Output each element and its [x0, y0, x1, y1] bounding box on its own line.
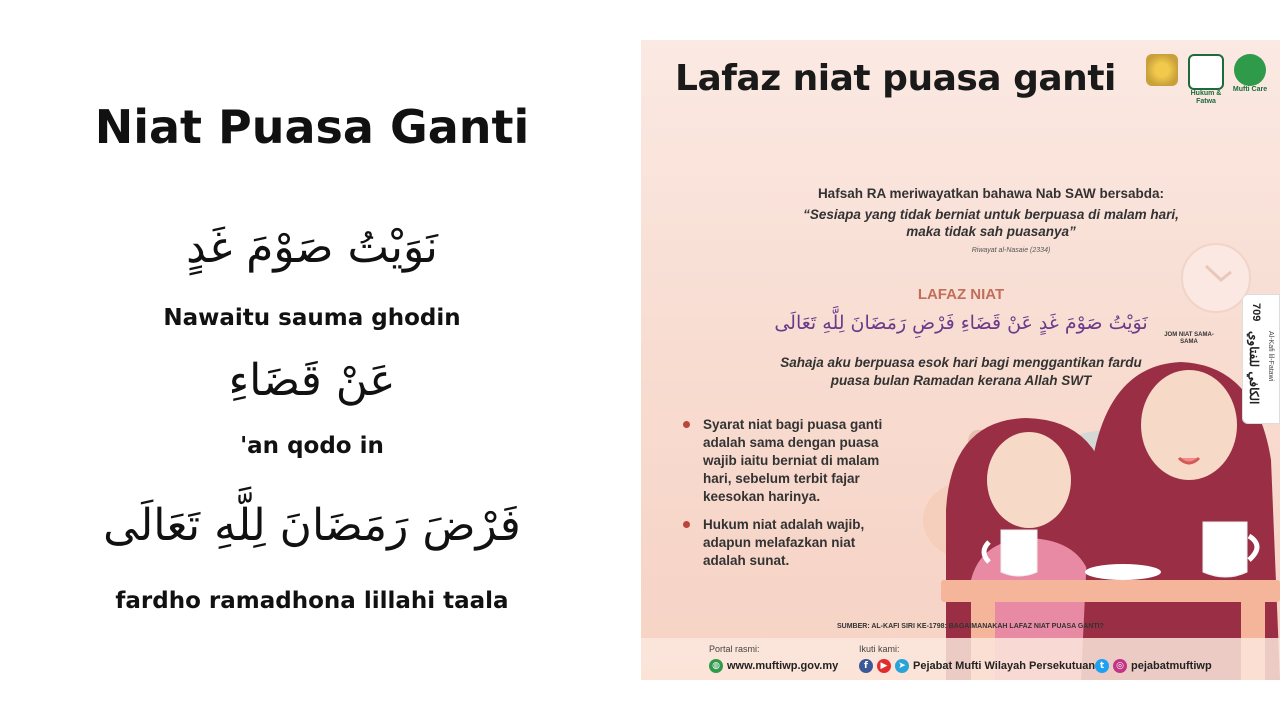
hadith-intro: Hafsah RA meriwayatkan bahawa Nab SAW bersabda:	[817, 186, 1165, 201]
source-note: SUMBER: AL-KAFI SIRI KE-1798: BAGAIMANAKAH LAFAZ NIAT PUASA GANTI?	[837, 623, 1104, 630]
side-tab-number: 709	[1250, 303, 1262, 322]
social-name: Pejabat Mufti Wilayah Persekutuan	[913, 660, 1096, 672]
social-handle: pejabatmuftiwp	[1131, 660, 1212, 672]
telegram-icon[interactable]: ➤	[895, 659, 909, 673]
bullet-dot	[683, 521, 690, 528]
cup-right	[1203, 522, 1247, 577]
woman-left-face	[987, 432, 1071, 528]
translit-line-1: Nawaitu sauma ghodin	[163, 305, 461, 331]
bullet-line: adapun melafazkan niat	[703, 535, 856, 550]
facebook-icon[interactable]: f	[859, 659, 873, 673]
plate	[1085, 564, 1161, 580]
youtube-icon[interactable]: ▶	[877, 659, 891, 673]
portal-link[interactable]	[709, 659, 838, 673]
globe-icon: ◍	[709, 659, 723, 673]
bullet-line: adalah sunat.	[703, 553, 790, 568]
bullet-line: hari, sebelum terbit fajar	[703, 471, 860, 486]
twitter-icon[interactable]: t	[1095, 659, 1109, 673]
bullet-dot	[683, 421, 690, 428]
bullet-line: wajib iaitu berniat di malam	[703, 453, 880, 468]
lafaz-meaning-line-1: Sahaja aku berpuasa esok hari bagi menggantikan fardu	[780, 355, 1142, 370]
hadith-quote-line-1: “Sesiapa yang tidak berniat untuk berpuasa di malam hari,	[803, 207, 1179, 222]
jabatan-logo-mark	[1146, 54, 1178, 86]
social-links	[859, 659, 1095, 673]
hadith-quote	[751, 206, 1231, 240]
arabic-line-2: عَنْ قَضَاءِ	[228, 355, 396, 406]
follow-label: Ikuti kami:	[859, 644, 900, 654]
bullet-line: Hukum niat adalah wajib,	[703, 517, 865, 532]
side-tab-sub: Al-Kafi lil-Fatawi	[1267, 331, 1274, 382]
jabatan-logo	[1144, 54, 1180, 106]
instagram-icon[interactable]: ◎	[1113, 659, 1127, 673]
hadith-quote-line-2: maka tidak sah puasanya”	[906, 224, 1076, 239]
portal-label: Portal rasmi:	[709, 644, 760, 654]
social-handle-group	[1095, 659, 1212, 673]
poster-title: Lafaz niat puasa ganti	[675, 58, 1116, 99]
mufti-care-logo	[1232, 54, 1268, 106]
mufti-care-logo-mark	[1234, 54, 1266, 86]
side-tab-arabic: الكافي للفتاوي	[1247, 331, 1261, 405]
arabic-line-3: فَرْضَ رَمَضَانَ لِلَّهِ تَعَالَى	[103, 500, 521, 551]
woman-right-smile	[1179, 458, 1199, 463]
translit-line-2: 'an qodo in	[240, 433, 384, 459]
arabic-line-1: نَوَيْتُ صَوْمَ غَدٍ	[186, 222, 438, 273]
hadith-source: Riwayat al-Nasaie (2334)	[971, 247, 1051, 254]
lafaz-label: LAFAZ NIAT	[917, 286, 1005, 303]
cup-left	[1001, 530, 1037, 576]
bullet-item	[681, 516, 933, 570]
table-top	[941, 580, 1280, 602]
mufti-care-caption: Mufti Care	[1232, 86, 1268, 93]
poster	[641, 40, 1280, 680]
bullet-line: adalah sama dengan puasa	[703, 435, 879, 450]
bullet-item	[681, 416, 933, 506]
logo-group	[1144, 54, 1268, 106]
lafaz-meaning	[751, 354, 1171, 390]
left-title: Niat Puasa Ganti	[94, 100, 530, 154]
lafaz-meaning-line-2: puasa bulan Ramadan kerana Allah SWT	[830, 373, 1092, 388]
bullet-line: keesokan harinya.	[703, 489, 821, 504]
hukum-fatwa-logo-mark	[1188, 54, 1224, 90]
lafaz-arabic: نَوَيْتُ صَوْمَ غَدٍ عَنْ قَضَاءِ فَرْضِ رَمَضَانَ لِلَّهِ تَعَالَى	[774, 312, 1148, 334]
portal-url: www.muftiwp.gov.my	[727, 660, 839, 672]
al-kafi-side-tab	[1242, 294, 1280, 424]
hukum-fatwa-caption: Hukum & Fatwa	[1190, 90, 1222, 105]
jom-niat-text: JOM NIAT SAMA-SAMA	[1164, 332, 1214, 345]
clock-decoration	[1182, 244, 1250, 312]
hukum-fatwa-logo	[1188, 54, 1224, 106]
translit-line-3: fardho ramadhona lillahi taala	[115, 588, 509, 614]
bullet-line: Syarat niat bagi puasa ganti	[703, 417, 883, 432]
